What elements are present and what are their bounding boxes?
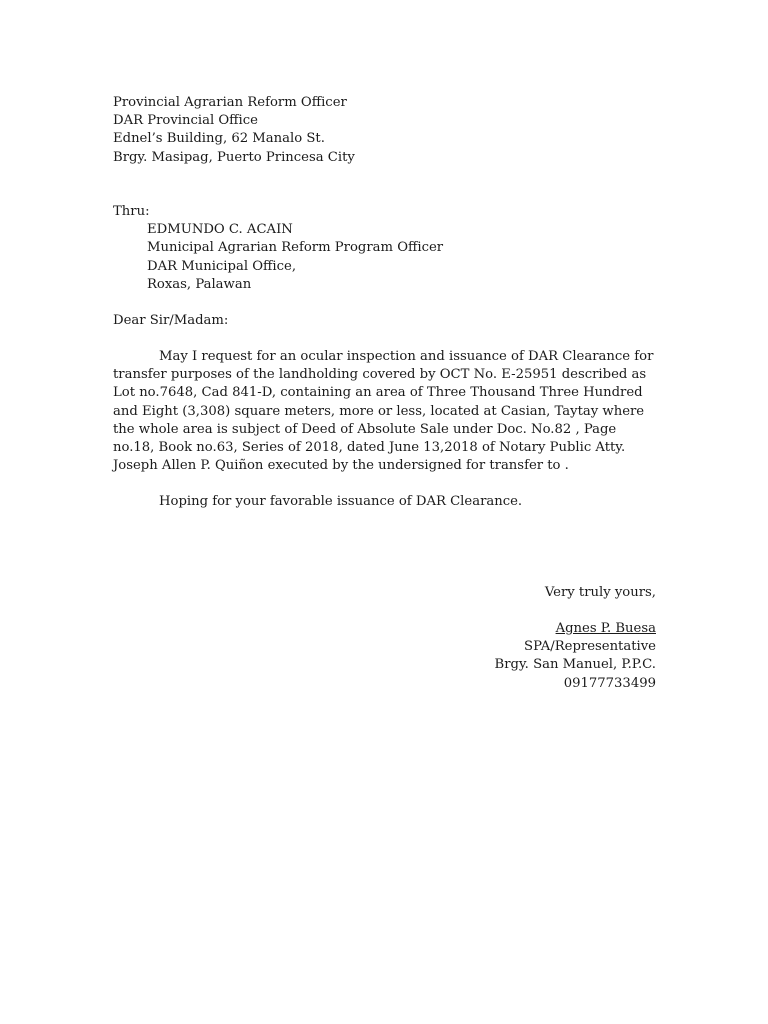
signatory-phone: 09177733499 — [563, 675, 656, 691]
recipient-line: Provincial Agrarian Reform Officer — [113, 95, 347, 110]
thru-line: EDMUNDO C. ACAIN — [147, 222, 293, 238]
complimentary-close-text: Very truly yours, — [544, 585, 656, 600]
signature-block — [495, 620, 656, 693]
salutation-text: Dear Sir/Madam: — [113, 313, 229, 328]
thru-block — [113, 203, 658, 294]
recipient-line: Brgy. Masipag, Puerto Princesa City — [113, 149, 355, 165]
thru-line: Roxas, Palawan — [147, 276, 252, 292]
body-paragraph-2: Hoping for your favorable issuance of DAR Clearance. — [159, 494, 523, 509]
complimentary-close — [545, 584, 656, 602]
salutation — [113, 312, 658, 330]
recipient-address-block — [113, 94, 658, 167]
signatory-address: Brgy. San Manuel, P.P.C. — [494, 657, 656, 673]
recipient-line: DAR Provincial Office — [113, 113, 258, 129]
recipient-line: Ednel’s Building, 62 Manalo St. — [113, 131, 325, 147]
signatory-title: SPA/Representative — [524, 639, 656, 655]
thru-label: Thru: — [113, 204, 150, 219]
thru-line: Municipal Agrarian Reform Program Officer — [147, 240, 444, 256]
body-paragraph-1: May I request for an ocular inspection and issuance of DAR Clearance for transfer purposes of the landholding covered by OCT No. E-25951 described as Lot no.7648, Cad 841-D, containing an area of Three Thousand Three Hundred and Eight (3,308) square meters, more or less, located at Casian, Taytay where the whole area is subject of Deed of Absolute Sale under Doc. No.82 , Page no.18, Book no.63, Series of 2018, dated June 13,2018 of Notary Public Atty. Joseph Allen P. Quiñon executed by the undersigned for transfer to . — [113, 349, 654, 474]
signatory-name: Agnes P. Buesa — [555, 621, 656, 636]
thru-line: DAR Municipal Office, — [147, 258, 297, 274]
